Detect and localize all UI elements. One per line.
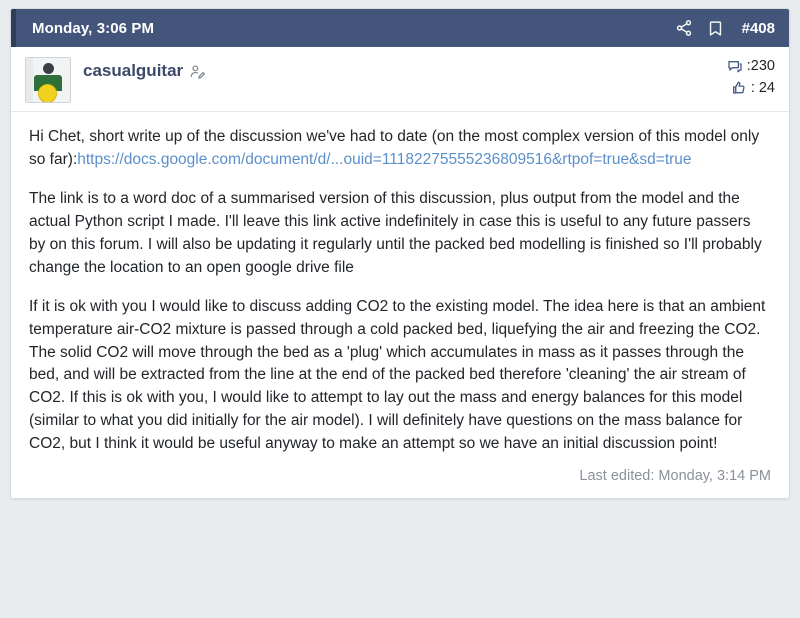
user-edit-icon [189, 63, 206, 80]
post-number[interactable]: #408 [741, 19, 775, 37]
post-header [11, 9, 789, 47]
post-stats [727, 55, 775, 99]
likes-count: : 24 [750, 80, 775, 96]
bookmark-icon[interactable] [704, 16, 728, 40]
post-paragraph-2: The link is to a word doc of a summarised version of this discussion, plus output from the model and the actual Python script I made. I'll leave this link active indefinitely in case this is useful to any future passers by on this forum. I will also be updating it regularly until the packed bed modelling is finished so I'll probably change the location to an open google drive file [29, 189, 762, 276]
post-paragraph-1-text: Hi Chet, short write up of the discussion we've had to date (on the most complex version of this model only so far) [29, 128, 760, 168]
post-date: Monday, 3:06 PM [32, 19, 155, 37]
comments-stat[interactable] [727, 55, 775, 77]
post-user-row [11, 47, 789, 112]
post-body [11, 112, 789, 462]
link-prefix: : [72, 150, 78, 168]
comments-count: :230 [746, 58, 775, 74]
avatar[interactable] [25, 57, 71, 103]
last-edited: Last edited: Monday, 3:14 PM [579, 468, 771, 485]
thumbs-up-icon [731, 80, 747, 96]
post-paragraph-1 [29, 126, 771, 172]
username-wrap [83, 57, 206, 81]
forum-post [10, 8, 790, 499]
comment-icon [727, 58, 743, 74]
username[interactable]: casualguitar [83, 61, 184, 80]
likes-stat[interactable] [727, 77, 775, 99]
share-icon[interactable] [672, 16, 696, 40]
post-paragraph-3: If it is ok with you I would like to discuss adding CO2 to the existing model. The idea here is that an ambient temperature air-CO2 mixture is passed through a cold packed bed, liquefying the air and freezing the CO2. The solid CO2 will move through the bed as a 'plug' which accumulates in mass as it passes through the bed, and will be extracted from the line at the end of the packed bed therefore 'cleaning' the air stream of CO2. If this is ok with you, I would like to attempt to lay out the mass and energy balances for this model (similar to what you did initially for the air model). I will definitely have questions on the mass balance for CO2, but I think it would be useful anyway to make an attempt so we have an initial discussion point! [29, 297, 766, 453]
google-doc-link[interactable]: https://docs.google.com/document/d/...ouid=11182275555236809516&rtpof=true&sd=true [77, 150, 692, 168]
